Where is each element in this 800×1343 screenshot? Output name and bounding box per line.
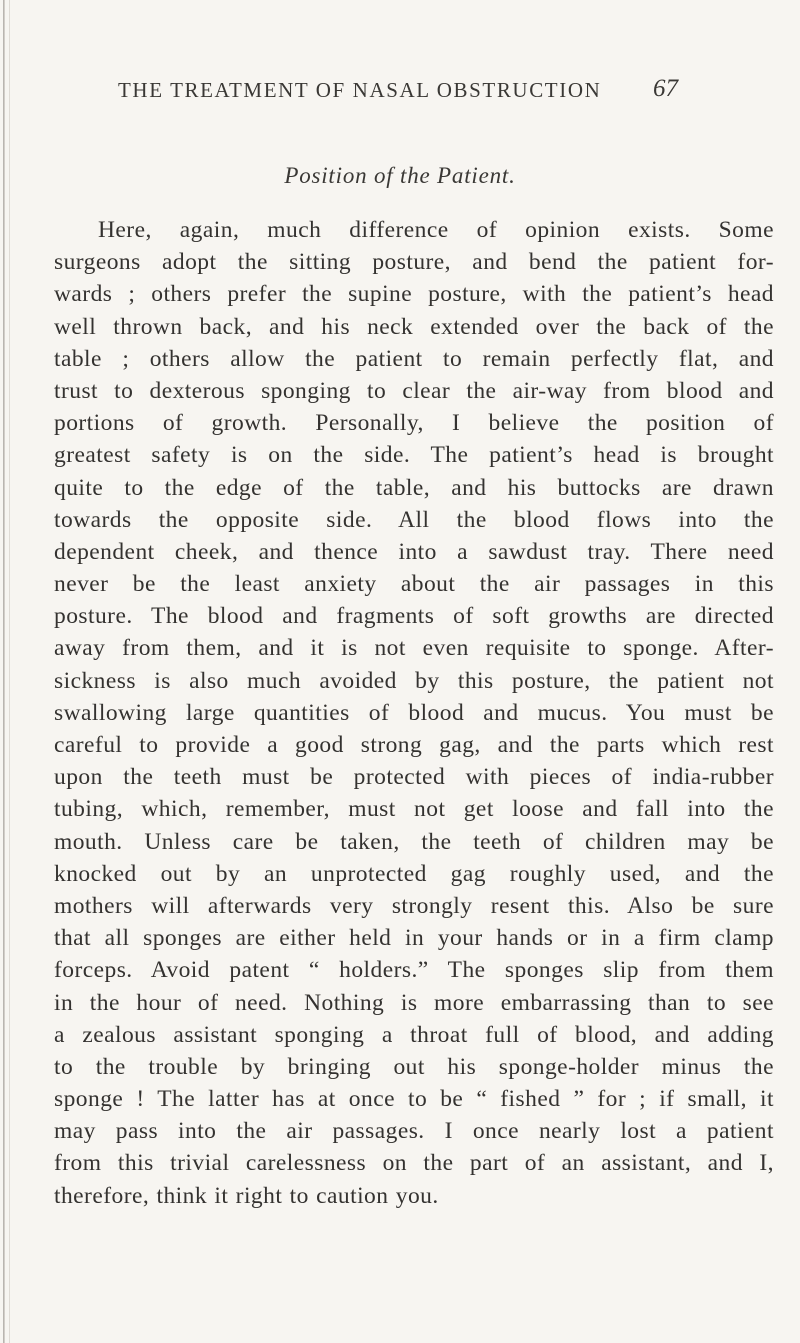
paragraph-line: that all sponges are either held in your hands or in a firm clamp bbox=[54, 925, 774, 952]
paragraph-line: mouth. Unless care be taken, the teeth of children may be bbox=[54, 828, 774, 855]
paragraph-line: portions of growth. Personally, I believe the position of bbox=[54, 410, 774, 437]
paragraph-line: tubing, which, remember, must not get loose and fall into the bbox=[54, 796, 774, 823]
page-gutter-edge bbox=[9, 0, 10, 1343]
running-head-title: THE TREATMENT OF NASAL OBSTRUCTION bbox=[118, 78, 602, 102]
paragraph-line: therefore, think it right to caution you. bbox=[54, 1182, 439, 1209]
paragraph-line: mothers will afterwards very strongly resent this. Also be sure bbox=[54, 892, 774, 919]
paragraph-line: trust to dexterous sponging to clear the air-way from blood and bbox=[54, 377, 774, 404]
paragraph-line: wards ; others prefer the supine posture, with the patient’s head bbox=[54, 281, 774, 308]
paragraph-line: greatest safety is on the side. The patient’s head is brought bbox=[54, 442, 774, 469]
paragraph-line: knocked out by an unprotected gag roughly used, and the bbox=[54, 860, 774, 887]
paragraph-line: dependent cheek, and thence into a sawdust tray. There need bbox=[54, 538, 774, 565]
paragraph-line: Here, again, much difference of opinion exists. Some bbox=[98, 217, 774, 243]
paragraph-line: away from them, and it is not even requisite to sponge. After- bbox=[54, 635, 774, 662]
paragraph-line: upon the teeth must be protected with pieces of india-rubber bbox=[54, 764, 774, 791]
section-heading: Position of the Patient. bbox=[284, 163, 516, 188]
paragraph-line: posture. The blood and fragments of soft growths are directed bbox=[54, 603, 774, 630]
paragraph-line: careful to provide a good strong gag, and the parts which rest bbox=[54, 732, 774, 758]
paragraph-line: forceps. Avoid patent “ holders.” The sponges slip from them bbox=[54, 957, 774, 984]
paragraph-line: never be the least anxiety about the air passages in this bbox=[54, 571, 774, 598]
paragraph-line: swallowing large quantities of blood and mucus. You must be bbox=[54, 699, 774, 726]
paragraph-line: quite to the edge of the table, and his buttocks are drawn bbox=[54, 474, 774, 501]
page-gutter-shadow bbox=[3, 0, 5, 1343]
running-head bbox=[118, 75, 678, 108]
page-number: 67 bbox=[653, 75, 678, 102]
paragraph-line: in the hour of need. Nothing is more embarrassing than to see bbox=[54, 989, 774, 1016]
paragraph-line: a zealous assistant sponging a throat full of blood, and adding bbox=[54, 1021, 774, 1048]
paragraph-line: may pass into the air passages. I once nearly lost a patient bbox=[54, 1118, 774, 1145]
paragraph-line: towards the opposite side. All the blood flows into the bbox=[54, 506, 774, 533]
paragraph-line: well thrown back, and his neck extended over the back of the bbox=[54, 313, 774, 340]
paragraph-line: from this trivial carelessness on the part of an assistant, and I, bbox=[54, 1150, 774, 1177]
body-paragraph bbox=[54, 214, 774, 1212]
paragraph-line: to the trouble by bringing out his sponge-holder minus the bbox=[54, 1053, 774, 1080]
paragraph-line: sponge ! The latter has at once to be “ fished ” for ; if small, it bbox=[54, 1086, 774, 1113]
paragraph-line: sickness is also much avoided by this posture, the patient not bbox=[54, 667, 774, 694]
paragraph-line: surgeons adopt the sitting posture, and bend the patient for- bbox=[54, 249, 774, 276]
paragraph-line: table ; others allow the patient to remain perfectly flat, and bbox=[54, 345, 774, 372]
